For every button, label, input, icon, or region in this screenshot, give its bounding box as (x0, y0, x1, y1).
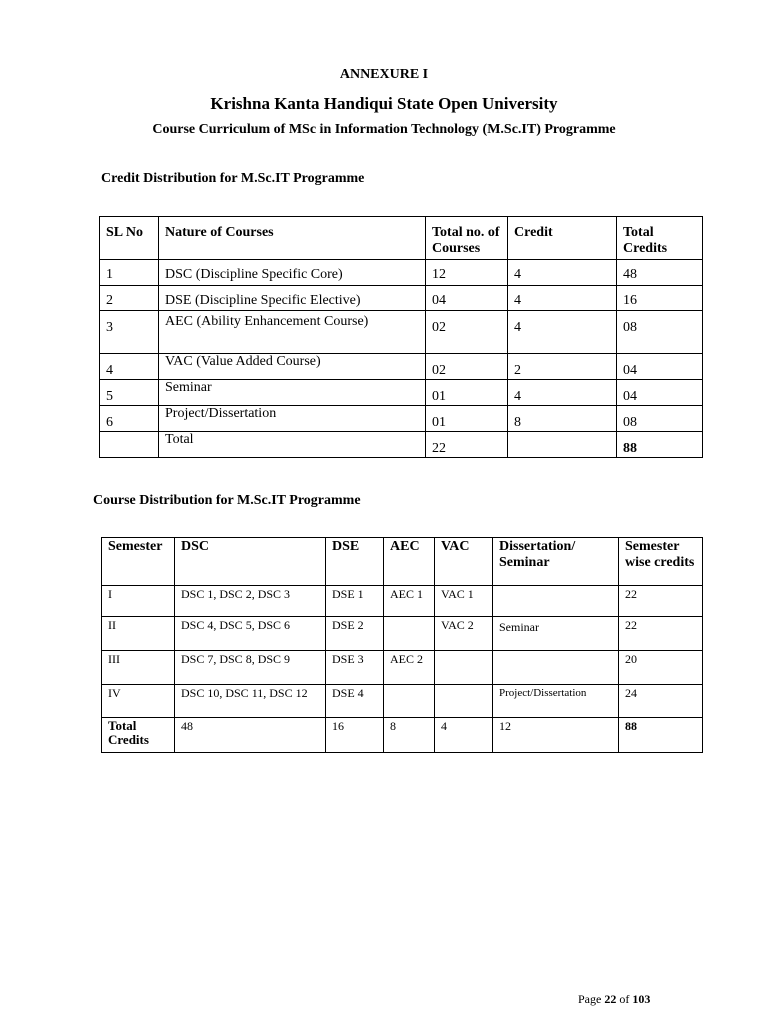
cell-sl-no: 1 (100, 260, 159, 286)
cell-credit: 4 (508, 260, 617, 286)
cell-dissertation-seminar: Seminar (493, 617, 619, 651)
column-header-dse: DSE (326, 538, 384, 586)
cell-aec-total: 8 (384, 718, 435, 753)
cell-semester-credits: 20 (619, 651, 703, 685)
cell-sl-no: 5 (100, 380, 159, 406)
cell-vac (435, 685, 493, 718)
column-header-semester: Semester (102, 538, 175, 586)
cell-total-credits: 16 (617, 286, 703, 311)
column-header-dissertation-seminar: Dissertation/ Seminar (493, 538, 619, 586)
cell-sl-no: 6 (100, 406, 159, 432)
page-of: of (619, 992, 630, 1006)
cell-dissertation-seminar (493, 586, 619, 617)
cell-semester: I (102, 586, 175, 617)
cell-sl-no: 4 (100, 354, 159, 380)
column-header-nature: Nature of Courses (159, 217, 426, 260)
cell-total-credits: 04 (617, 380, 703, 406)
cell-vac: VAC 2 (435, 617, 493, 651)
table-row (100, 260, 703, 286)
column-header-aec: AEC (384, 538, 435, 586)
cell-nature: DSC (Discipline Specific Core) (159, 260, 426, 286)
cell-nature: VAC (Value Added Course) (159, 354, 426, 380)
cell-total-courses: 12 (426, 260, 508, 286)
cell-semester: III (102, 651, 175, 685)
cell-total-courses: 02 (426, 354, 508, 380)
page-number (578, 992, 650, 1007)
cell-semester: IV (102, 685, 175, 718)
cell-sl-no: 3 (100, 311, 159, 354)
cell-total-courses: 04 (426, 286, 508, 311)
cell-vac: VAC 1 (435, 586, 493, 617)
cell-semester-credits: 22 (619, 586, 703, 617)
table-row (102, 651, 703, 685)
cell-total-courses: 02 (426, 311, 508, 354)
total-row (100, 432, 703, 458)
column-header-semester-credits: Semester wise credits (619, 538, 703, 586)
cell-total-credits: 08 (617, 406, 703, 432)
cell-total-credits: 48 (617, 260, 703, 286)
cell-aec: AEC 2 (384, 651, 435, 685)
cell-semester-credits: 22 (619, 617, 703, 651)
cell-aec (384, 617, 435, 651)
column-header-credit: Credit (508, 217, 617, 260)
cell-aec (384, 685, 435, 718)
table-row (100, 311, 703, 354)
cell-sl-no: 2 (100, 286, 159, 311)
cell-dsc-total: 48 (175, 718, 326, 753)
cell-credit: 2 (508, 354, 617, 380)
cell-total-credits-label: Total Credits (102, 718, 175, 753)
cell-vac (435, 651, 493, 685)
column-header-vac: VAC (435, 538, 493, 586)
cell-semester: II (102, 617, 175, 651)
cell-nature: AEC (Ability Enhancement Course) (159, 311, 426, 354)
cell-credit: 4 (508, 286, 617, 311)
cell-total-credits: 04 (617, 354, 703, 380)
cell-dse-total: 16 (326, 718, 384, 753)
cell-vac-total: 4 (435, 718, 493, 753)
total-row (102, 718, 703, 753)
cell-dissertation-total: 12 (493, 718, 619, 753)
university-title: Krishna Kanta Handiqui State Open University (210, 94, 558, 113)
cell-dse: DSE 1 (326, 586, 384, 617)
table-row (100, 354, 703, 380)
cell-nature: DSE (Discipline Specific Elective) (159, 286, 426, 311)
credit-distribution-table (99, 216, 703, 458)
course-distribution-heading: Course Distribution for M.Sc.IT Programme (93, 493, 361, 508)
table-row (100, 286, 703, 311)
cell-grand-total-credits: 88 (617, 432, 703, 458)
cell-dissertation-seminar (493, 651, 619, 685)
table-row (102, 617, 703, 651)
cell-aec: AEC 1 (384, 586, 435, 617)
cell-dsc: DSC 7, DSC 8, DSC 9 (175, 651, 326, 685)
table-row (102, 586, 703, 617)
cell-credit (508, 432, 617, 458)
cell-credit: 4 (508, 311, 617, 354)
cell-total-courses: 22 (426, 432, 508, 458)
cell-dsc: DSC 4, DSC 5, DSC 6 (175, 617, 326, 651)
cell-dsc: DSC 10, DSC 11, DSC 12 (175, 685, 326, 718)
cell-nature: Seminar (159, 380, 426, 406)
cell-semester-credits: 24 (619, 685, 703, 718)
table-row (102, 685, 703, 718)
column-header-dsc: DSC (175, 538, 326, 586)
cell-total-label: Total (159, 432, 426, 458)
cell-nature: Project/Dissertation (159, 406, 426, 432)
current-page: 22 (604, 992, 617, 1006)
cell-credit: 8 (508, 406, 617, 432)
page-prefix: Page (578, 992, 602, 1006)
cell-dse: DSE 4 (326, 685, 384, 718)
annexure-label: ANNEXURE I (339, 67, 429, 82)
cell-dse: DSE 2 (326, 617, 384, 651)
column-header-total-credits: Total Credits (617, 217, 703, 260)
course-distribution-table (101, 537, 703, 753)
cell-total-courses: 01 (426, 380, 508, 406)
column-header-total-courses: Total no. of Courses (426, 217, 508, 260)
cell-dsc: DSC 1, DSC 2, DSC 3 (175, 586, 326, 617)
cell-sl-no (100, 432, 159, 458)
cell-total-courses: 01 (426, 406, 508, 432)
credit-distribution-heading: Credit Distribution for M.Sc.IT Programme (101, 171, 365, 186)
cell-grand-total: 88 (619, 718, 703, 753)
cell-dse: DSE 3 (326, 651, 384, 685)
cell-total-credits: 08 (617, 311, 703, 354)
total-pages: 103 (632, 992, 651, 1006)
cell-dissertation-seminar: Project/Dissertation (493, 685, 619, 718)
table-row (100, 406, 703, 432)
curriculum-subtitle: Course Curriculum of MSc in Information Technology (M.Sc.IT) Programme (152, 122, 616, 137)
table-row (100, 380, 703, 406)
column-header-sl-no: SL No (100, 217, 159, 260)
cell-credit: 4 (508, 380, 617, 406)
